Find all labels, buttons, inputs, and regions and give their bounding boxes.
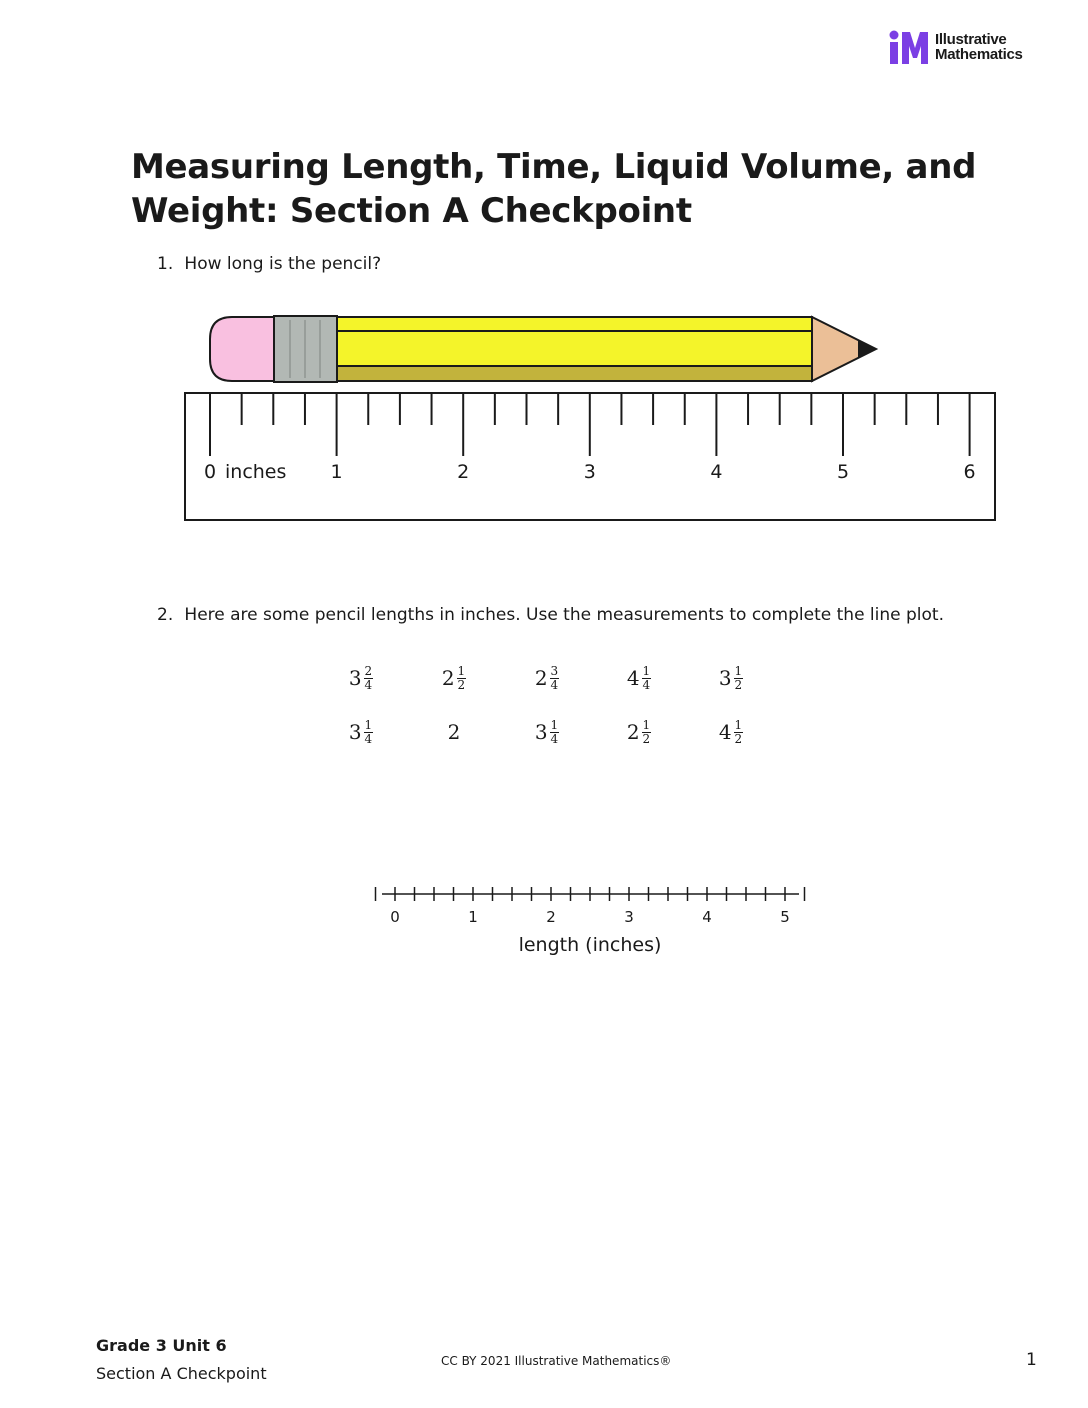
measurement-whole: 2 xyxy=(534,666,548,690)
page-title: Measuring Length, Time, Liquid Volume, and Weight: Section A Checkpoint xyxy=(131,147,977,231)
ruler-label: 5 xyxy=(836,461,850,483)
fraction-numerator: 1 xyxy=(734,717,743,732)
fraction-numerator: 1 xyxy=(734,663,743,678)
footer-title: Grade 3 Unit 6 xyxy=(96,1336,227,1355)
ruler-label: 3 xyxy=(583,461,596,483)
fraction-numerator: 1 xyxy=(364,717,373,732)
page-number: 1 xyxy=(1026,1350,1037,1370)
logo-line-2: Mathematics xyxy=(935,46,1023,63)
ruler-label: 0 xyxy=(203,461,217,483)
question-2-number: 2. xyxy=(157,605,174,625)
ruler-label: 4 xyxy=(710,461,723,483)
measurement-whole: 3 xyxy=(534,720,548,744)
fraction-denominator: 2 xyxy=(642,731,651,746)
ruler-label: 2 xyxy=(457,461,470,483)
measurement-whole: 4 xyxy=(718,720,732,744)
footer-subtitle: Section A Checkpoint xyxy=(96,1364,267,1383)
ruler-unit-label: inches xyxy=(225,461,287,483)
fraction-numerator: 1 xyxy=(642,663,651,678)
fraction-denominator: 4 xyxy=(550,731,559,746)
ruler-label: 6 xyxy=(963,461,976,483)
fraction-denominator: 2 xyxy=(734,677,743,692)
measurement-whole: 4 xyxy=(626,666,640,690)
measurement-whole: 2 xyxy=(447,720,461,744)
ruler-label: 1 xyxy=(330,461,343,483)
fraction-numerator: 1 xyxy=(642,717,651,732)
measurement-whole: 3 xyxy=(348,666,362,690)
fraction-denominator: 4 xyxy=(642,677,651,692)
measurement-whole: 2 xyxy=(441,666,455,690)
fraction-denominator: 4 xyxy=(364,731,373,746)
number-line-label: 1 xyxy=(468,908,478,926)
fraction-numerator: 3 xyxy=(550,663,559,678)
number-line-label: 4 xyxy=(702,908,712,926)
footer-license: CC BY 2021 Illustrative Mathematics® xyxy=(441,1354,672,1368)
fraction-denominator: 2 xyxy=(457,677,466,692)
number-line-label: 0 xyxy=(390,908,400,926)
number-line-label: 3 xyxy=(624,908,634,926)
question-1-number: 1. xyxy=(157,254,174,274)
fraction-numerator: 1 xyxy=(550,717,559,732)
logo-line-1: Illustrative xyxy=(935,31,1007,48)
question-2-text: Here are some pencil lengths in inches. Use the measurements to complete the line plot. xyxy=(184,605,944,625)
number-line-label: 2 xyxy=(546,908,556,926)
fraction-numerator: 2 xyxy=(364,663,373,678)
fraction-denominator: 4 xyxy=(364,677,373,692)
number-line-axis-label: length (inches) xyxy=(518,934,662,956)
number-line-label: 5 xyxy=(780,908,790,926)
fraction-denominator: 4 xyxy=(550,677,559,692)
question-1-text: How long is the pencil? xyxy=(184,254,382,274)
fraction-numerator: 1 xyxy=(457,663,466,678)
measurement-whole: 3 xyxy=(718,666,732,690)
fraction-denominator: 2 xyxy=(734,731,743,746)
measurement-whole: 3 xyxy=(348,720,362,744)
measurement-whole: 2 xyxy=(626,720,640,744)
